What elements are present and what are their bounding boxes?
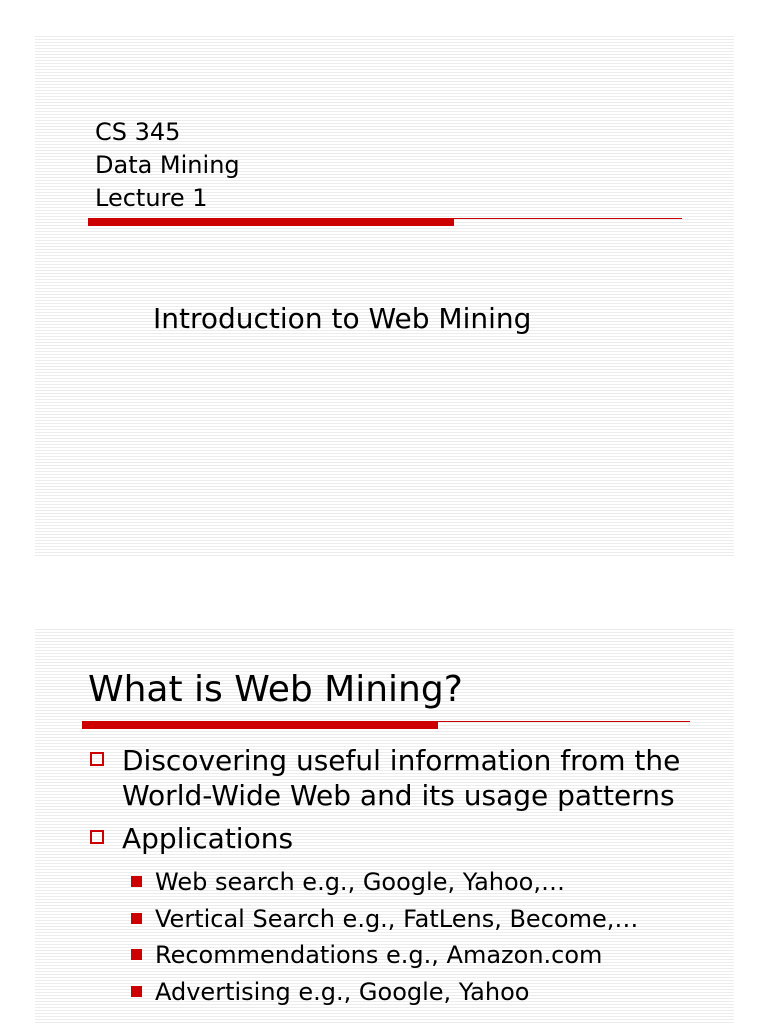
filled-square-icon	[131, 949, 142, 960]
sub-bullet-text: Web search e.g., Google, Yahoo,…	[155, 868, 565, 896]
course-name: Data Mining	[95, 151, 240, 179]
accent-bar	[82, 721, 438, 729]
bullet-item	[88, 743, 718, 813]
filled-square-icon	[131, 876, 142, 887]
bullet-text: Applications	[122, 822, 294, 855]
sub-bullet-text: Recommendations e.g., Amazon.com	[155, 941, 603, 969]
accent-rule	[454, 218, 682, 219]
sub-bullet-list	[126, 864, 718, 1010]
sub-bullet-item	[126, 937, 718, 974]
lecture-title: Introduction to Web Mining	[153, 302, 532, 335]
sub-bullet-item	[126, 864, 718, 901]
bullet-list	[88, 743, 718, 1010]
course-info	[95, 116, 240, 215]
sub-bullet-text: Advertising e.g., Google, Yahoo	[155, 977, 530, 1006]
lecture-number: Lecture 1	[95, 184, 208, 212]
hollow-square-icon	[90, 830, 104, 844]
sub-bullet-text: Vertical Search e.g., FatLens, Become,…	[155, 904, 639, 933]
hollow-square-icon	[90, 752, 104, 766]
slide-heading: What is Web Mining?	[88, 669, 463, 710]
filled-square-icon	[131, 986, 142, 997]
bullet-item	[88, 821, 718, 856]
accent-bar	[88, 218, 454, 226]
slide-title	[35, 34, 734, 557]
sub-bullet-item	[126, 901, 718, 938]
course-code: CS 345	[95, 118, 181, 146]
filled-square-icon	[131, 913, 142, 924]
slide-what-is-web-mining	[35, 627, 734, 1024]
sub-bullet-item	[126, 974, 718, 1011]
accent-rule	[438, 721, 690, 722]
bullet-text: Discovering useful information from the World-Wide Web and its usage patterns	[122, 744, 681, 812]
